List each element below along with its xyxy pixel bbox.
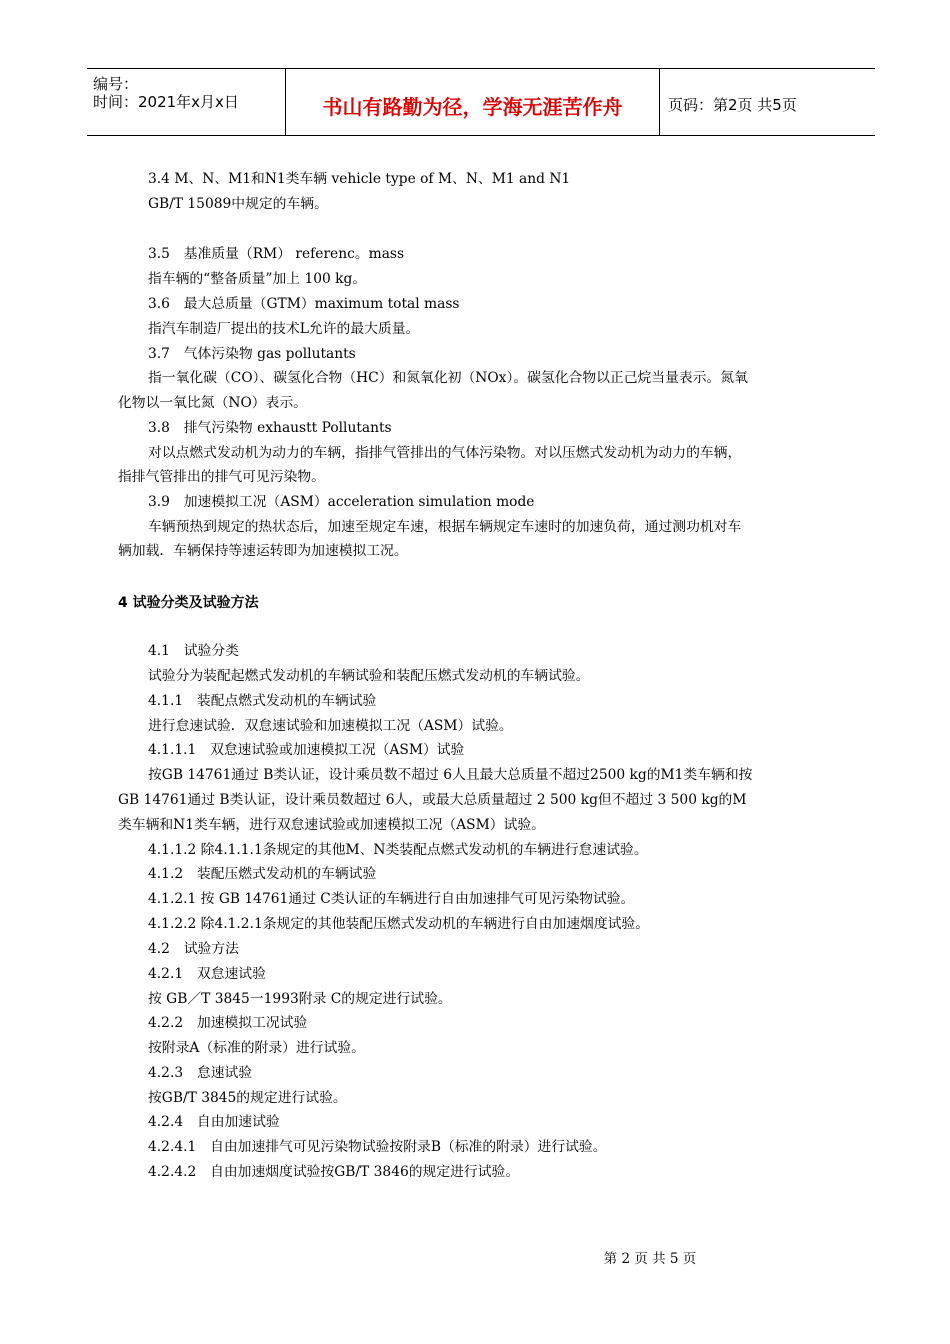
body-line: 指车辆的“整备质量”加上 100 kg。 [148,271,367,287]
body-line: 4.2.1 双怠速试验 [148,966,266,982]
body-line: 试验分为装配起燃式发动机的车辆试验和装配压燃式发动机的车辆试验。 [148,668,590,684]
body-line: GB/T 15089中规定的车辆。 [148,196,328,212]
body-line: 4.1 试验分类 [148,643,239,659]
body-line: 4.2.2 加速模拟工况试验 [148,1015,308,1031]
body-line: 4.1.1.1 双怠速试验或加速模拟工况（ASM）试验 [148,742,465,758]
body-line: 指汽车制造厂提出的技术L允许的最大质量。 [148,321,420,337]
body-line: 按GB/T 3845的规定进行试验。 [148,1090,347,1106]
header-page-label: 页码：第2页 共5页 [668,96,797,114]
body-line: 4.1.2.2 除4.1.2.1条规定的其他装配压燃式发动机的车辆进行自由加速烟度试验。 [148,916,650,932]
body-line: 3.6 最大总质量（GTM）maximum total mass [148,296,460,312]
body-line: 4.1.2.1 按 GB 14761通过 C类认证的车辆进行自由加速排气可见污染物试验。 [148,891,635,907]
header-motto: 书山有路勤为径，学海无涯苦作舟 [322,95,623,119]
body-line: 4.2.4.2 自由加速烟度试验按GB/T 3846的规定进行试验。 [148,1164,520,1180]
body-line: 4.2.4.1 自由加速排气可见污染物试验按附录B（标准的附录）进行试验。 [148,1139,607,1155]
footer-page-number: 第 2 页 共 5 页 [603,1251,697,1267]
section-heading: 4 试验分类及试验方法 [118,595,259,611]
body-line: 对以点燃式发动机为动力的车辆，指排气管排出的气体污染物。对以压燃式发动机为动力的车辆， [148,445,742,461]
body-line: 3.5 基准质量（RM） referenc。mass [148,246,405,262]
body-line: 4.1.1 装配点燃式发动机的车辆试验 [148,693,377,709]
body-line: 4.2.4 自由加速试验 [148,1114,280,1130]
body-line: 辆加载．车辆保持等速运转即为加速模拟工况。 [118,543,408,559]
body-line: 4.2.3 怠速试验 [148,1065,253,1081]
body-line: 3.8 排气污染物 exhaustt Pollutants [148,420,392,436]
body-line: 指一氧化碳（CO）、碳氢化合物（HC）和氮氧化初（NOx）。碳氢化合物以正己烷当量表示。氮氧 [148,370,748,386]
body-line: 按GB 14761通过 B类认证，设计乘员数不超过 6人且最大总质量不超过2500 kg的M1类车辆和按 [148,767,753,783]
document-number-label: 编号： [93,75,139,93]
body-line: 按 GB／T 3845一1993附录 C的规定进行试验。 [148,991,452,1007]
header-info-cell [87,69,286,135]
body-line: 按附录A（标准的附录）进行试验。 [148,1040,365,1056]
body-line: GB 14761通过 B类认证，设计乘员数超过 6人，或最大总质量超过 2 500 kg但不超过 3 500 kg的M [118,792,747,808]
body-line: 进行怠速试验．双怠速试验和加速模拟工况（ASM）试验。 [148,718,513,734]
body-line: 3.4 M、N、M1和N1类车辆 vehicle type of M、N、M1 and N1 [148,171,571,187]
page-header [87,68,875,136]
header-motto-cell [286,69,660,135]
page-footer [0,1247,950,1267]
body-line: 4.1.2 装配压燃式发动机的车辆试验 [148,866,377,882]
body-line: 4.1.1.2 除4.1.1.1条规定的其他M、N类装配点燃式发动机的车辆进行怠速试验。 [148,842,648,858]
document-time-label: 时间：2021年x月x日 [93,93,239,111]
body-line: 类车辆和N1类车辆，进行双怠速试验或加速模拟工况（ASM）试验。 [118,817,545,833]
body-line: 化物以一氧比氮（NO）表示。 [118,395,307,411]
body-line: 指排气管排出的排气可见污染物。 [118,469,325,485]
body-line: 车辆预热到规定的热状态后，加速至规定车速，根据车辆规定车速时的加速负荷，通过测功机对车 [148,519,742,535]
body-line: 3.7 气体污染物 gas pollutants [148,346,356,362]
header-page-cell [660,69,875,135]
body-line: 3.9 加速模拟工况（ASM）acceleration simulation mode [148,494,535,510]
body-line: 4.2 试验方法 [148,941,239,957]
